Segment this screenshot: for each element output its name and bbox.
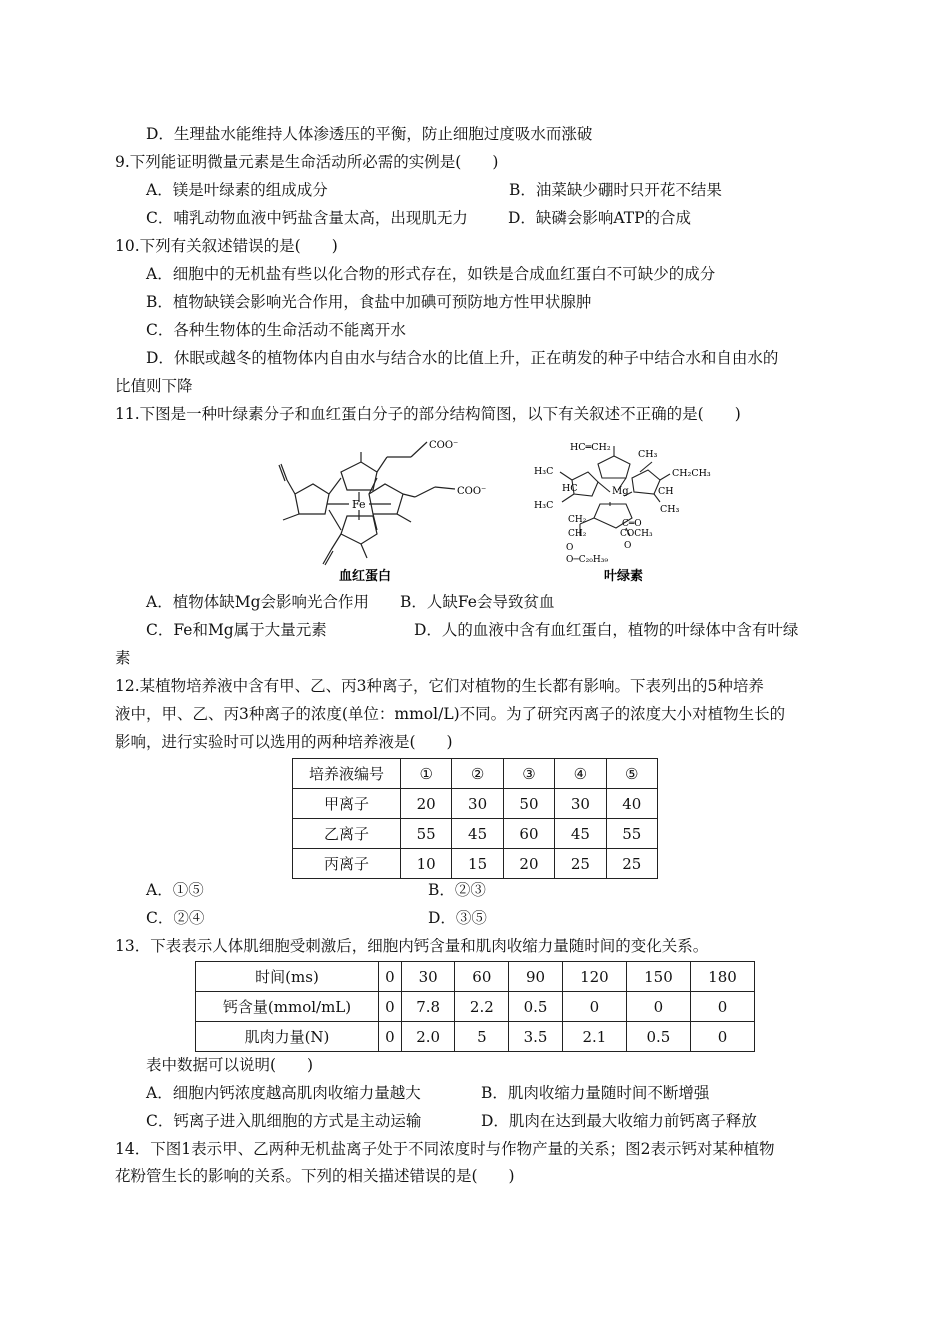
q12-stem-line2: 液中，甲、乙、丙3种离子的浓度(单位：mmol/L)不同。为了研究丙离子的浓度大小对植物生长的 <box>115 705 786 723</box>
table-cell: 55 <box>606 819 657 849</box>
q12-option-d: D．③⑤ <box>428 909 487 927</box>
q13-option-a: A．细胞内钙浓度越高肌肉收缩力量越大 <box>146 1084 421 1102</box>
svg-text:O: O <box>566 543 574 553</box>
q13-option-c: C．钙离子进入肌细胞的方式是主动运输 <box>146 1112 422 1130</box>
table-cell: 0 <box>379 1022 402 1052</box>
table-cell: 55 <box>401 819 452 849</box>
table-cell: 45 <box>452 819 503 849</box>
q10-option-a: A．细胞中的无机盐有些以化合物的形式存在，如铁是合成血红蛋白不可缺少的成分 <box>146 265 716 283</box>
table-cell: 20 <box>401 789 452 819</box>
svg-text:O─C₂₀H₃₉: O─C₂₀H₃₉ <box>566 555 608 565</box>
svg-text:CH₂: CH₂ <box>568 529 587 539</box>
q11-option-d-line2: 素 <box>115 649 131 667</box>
table-cell: 30 <box>452 789 503 819</box>
table-cell: 50 <box>503 789 554 819</box>
q9-option-d: D．缺磷会影响ATP的合成 <box>508 209 692 227</box>
heme-metal-label: Fe <box>352 498 366 511</box>
q12-option-a: A．①⑤ <box>146 881 204 899</box>
q11-stem: 11.下图是一种叶绿素分子和血红蛋白分子的部分结构简图，以下有关叙述不正确的是( ) <box>115 405 741 423</box>
svg-text:CH₂: CH₂ <box>568 515 587 525</box>
table-header-cell: ④ <box>555 759 606 789</box>
svg-text:HC: HC <box>562 483 578 494</box>
table-header-cell: ⑤ <box>606 759 657 789</box>
table-row <box>196 1022 755 1052</box>
heme-carboxyl-2: COO⁻ <box>457 486 487 497</box>
table-cell: 7.8 <box>401 992 455 1022</box>
table-header-cell: ③ <box>503 759 554 789</box>
q11-option-b: B．人缺Fe会导致贫血 <box>400 593 555 611</box>
table-cell: 肌肉力量(N) <box>196 1022 379 1052</box>
table-cell: 25 <box>555 849 606 879</box>
table-cell: 20 <box>503 849 554 879</box>
q10-stem: 10.下列有关叙述错误的是( ) <box>115 237 338 255</box>
table-cell: 0.5 <box>509 992 563 1022</box>
q12-stem-line3: 影响，进行实验时可以选用的两种培养液是( ) <box>115 733 453 751</box>
q8-option-d: D．生理盐水能维持人体渗透压的平衡，防止细胞过度吸水而涨破 <box>146 125 593 143</box>
table-header-cell: 0 <box>379 962 402 992</box>
svg-text:CH₃: CH₃ <box>660 504 680 515</box>
table-row <box>293 759 658 789</box>
q10-option-d-line2: 比值则下降 <box>115 377 193 395</box>
q14-stem-line2: 花粉管生长的影响的关系。下列的相关描述错误的是( ) <box>115 1167 515 1185</box>
table-header-cell: 180 <box>690 962 754 992</box>
table-cell: 2.2 <box>455 992 509 1022</box>
svg-text:CH: CH <box>658 486 674 497</box>
q13-option-d: D．肌肉在达到最大收缩力前钙离子释放 <box>481 1112 757 1130</box>
table-cell: 15 <box>452 849 503 879</box>
table-row <box>196 962 755 992</box>
svg-text:C═O: C═O <box>622 519 642 529</box>
q13-tail: 表中数据可以说明( ) <box>146 1056 314 1074</box>
table-cell: 3.5 <box>509 1022 563 1052</box>
q12-concentration-table <box>292 758 658 879</box>
table-cell: 10 <box>401 849 452 879</box>
hemoglobin-caption: 血红蛋白 <box>339 569 392 584</box>
table-row <box>293 849 658 879</box>
table-row <box>293 819 658 849</box>
q10-option-c: C．各种生物体的生命活动不能离开水 <box>146 321 406 339</box>
table-cell: 0.5 <box>626 1022 690 1052</box>
svg-text:CH₂CH₃: CH₂CH₃ <box>672 468 711 479</box>
q9-stem: 9.下列能证明微量元素是生命活动所必需的实例是( ) <box>115 153 499 171</box>
table-cell: 0 <box>690 1022 754 1052</box>
hemoglobin-structure-diagram <box>255 432 500 584</box>
table-cell: 5 <box>455 1022 509 1052</box>
chlorophyll-metal-label: Mg <box>612 486 629 497</box>
table-cell: 钙含量(mmol/mL) <box>196 992 379 1022</box>
table-header-cell: 90 <box>509 962 563 992</box>
table-header-cell: 培养液编号 <box>293 759 401 789</box>
table-cell: 60 <box>503 819 554 849</box>
q12-option-c: C．②④ <box>146 909 205 927</box>
svg-text:H₃C: H₃C <box>534 466 554 477</box>
table-cell: 甲离子 <box>293 789 401 819</box>
table-header-cell: 时间(ms) <box>196 962 379 992</box>
q11-option-d-line1: D．人的血液中含有血红蛋白，植物的叶绿体中含有叶绿 <box>414 621 799 639</box>
table-cell: 乙离子 <box>293 819 401 849</box>
table-header-cell: ① <box>401 759 452 789</box>
q13-option-b: B．肌肉收缩力量随时间不断增强 <box>481 1084 710 1102</box>
table-cell: 0 <box>562 992 626 1022</box>
q10-option-d-line1: D．休眠或越冬的植物体内自由水与结合水的比值上升，正在萌发的种子中结合水和自由水的 <box>146 349 779 367</box>
q10-option-b: B．植物缺镁会影响光合作用，食盐中加碘可预防地方性甲状腺肿 <box>146 293 592 311</box>
table-cell: 2.1 <box>562 1022 626 1052</box>
table-cell: 30 <box>555 789 606 819</box>
table-cell: 丙离子 <box>293 849 401 879</box>
table-cell: 0 <box>379 992 402 1022</box>
table-header-cell: 150 <box>626 962 690 992</box>
table-cell: 0 <box>626 992 690 1022</box>
table-row <box>293 789 658 819</box>
table-header-cell: ② <box>452 759 503 789</box>
q13-calcium-force-table <box>195 961 755 1052</box>
table-cell: 0 <box>690 992 754 1022</box>
table-cell: 45 <box>555 819 606 849</box>
table-header-cell: 120 <box>562 962 626 992</box>
chlorophyll-caption: 叶绿素 <box>604 569 644 584</box>
svg-text:CH₃: CH₃ <box>638 449 658 460</box>
table-cell: 40 <box>606 789 657 819</box>
q12-stem-line1: 12.某植物培养液中含有甲、乙、丙3种离子，它们对植物的生长都有影响。下表列出的5种培养 <box>115 677 764 695</box>
table-cell: 25 <box>606 849 657 879</box>
table-row <box>196 992 755 1022</box>
q9-option-b: B．油菜缺少硼时只开花不结果 <box>509 181 722 199</box>
q13-stem: 13．下表表示人体肌细胞受刺激后，细胞内钙含量和肌肉收缩力量随时间的变化关系。 <box>115 937 709 955</box>
q9-option-a: A．镁是叶绿素的组成成分 <box>146 181 328 199</box>
q12-option-b: B．②③ <box>428 881 486 899</box>
svg-text:HC═CH₂: HC═CH₂ <box>570 442 611 453</box>
table-cell: 2.0 <box>401 1022 455 1052</box>
svg-text:COCH₃: COCH₃ <box>620 529 653 539</box>
q9-option-c: C．哺乳动物血液中钙盐含量太高，出现肌无力 <box>146 209 468 227</box>
q14-stem-line1: 14．下图1表示甲、乙两种无机盐离子处于不同浓度时与作物产量的关系；图2表示钙对某种植物 <box>115 1140 775 1158</box>
chlorophyll-structure-diagram <box>530 432 720 584</box>
table-header-cell: 60 <box>455 962 509 992</box>
table-header-cell: 30 <box>401 962 455 992</box>
q11-option-c: C．Fe和Mg属于大量元素 <box>146 621 327 639</box>
heme-carboxyl-1: COO⁻ <box>429 440 459 451</box>
q11-option-a: A．植物体缺Mg会影响光合作用 <box>146 593 369 611</box>
svg-text:H₃C: H₃C <box>534 500 554 511</box>
svg-text:O: O <box>624 541 632 551</box>
